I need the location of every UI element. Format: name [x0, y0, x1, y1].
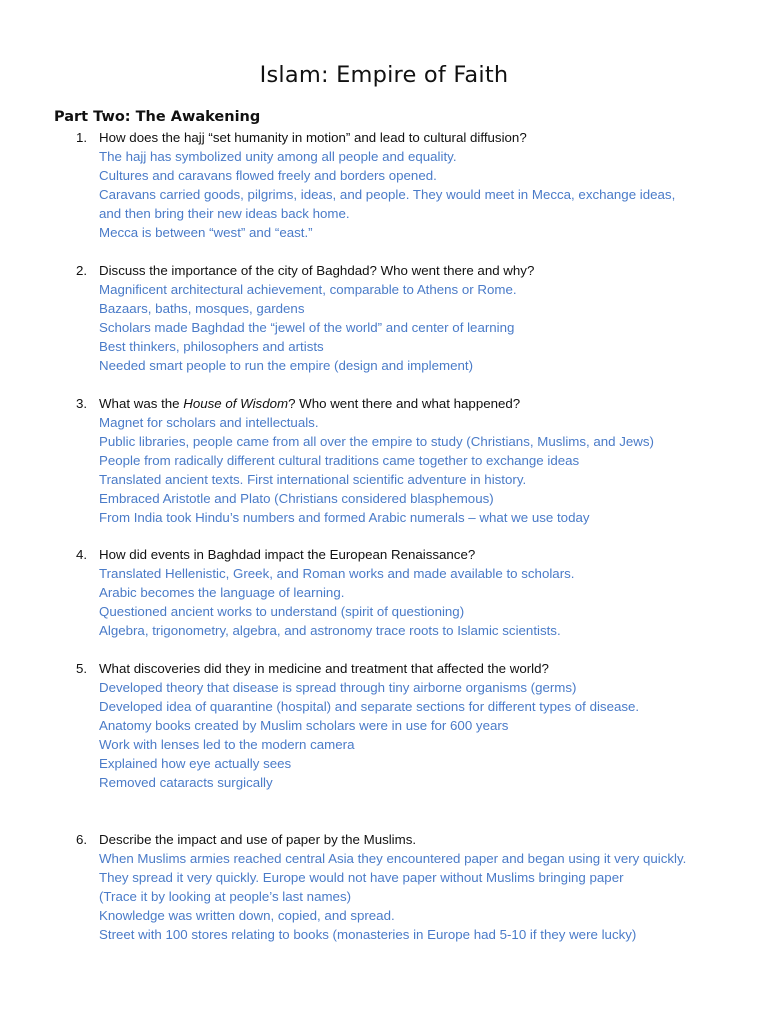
question-text: How did events in Baghdad impact the European Renaissance? — [99, 547, 476, 562]
answer-list — [0, 147, 768, 242]
answer-line: and then bring their new ideas back home. — [99, 206, 350, 221]
answer-line: Translated ancient texts. First international scientific adventure in history. — [99, 472, 527, 487]
answer-line: Best thinkers, philosophers and artists — [99, 339, 324, 354]
question-list — [0, 128, 768, 944]
answer-list — [0, 849, 768, 944]
answer-list — [0, 280, 768, 375]
answer-line: Work with lenses led to the modern camera — [99, 737, 355, 752]
question-number: 4. — [76, 547, 88, 562]
answer-line: Cultures and caravans flowed freely and borders opened. — [99, 168, 437, 183]
answer-line: Mecca is between “west” and “east.” — [99, 225, 313, 240]
answer-line: Explained how eye actually sees — [99, 756, 292, 771]
answer-line: Arabic becomes the language of learning. — [99, 585, 345, 600]
answer-line: Embraced Aristotle and Plato (Christians considered blasphemous) — [99, 491, 494, 506]
answer-line: (Trace it by looking at people’s last names) — [99, 889, 352, 904]
answer-list — [0, 413, 768, 527]
question-6 — [0, 830, 768, 944]
answer-line: Scholars made Baghdad the “jewel of the world” and center of learning — [99, 320, 515, 335]
answer-list — [0, 564, 768, 640]
answer-line: From India took Hindu’s numbers and formed Arabic numerals – what we use today — [99, 510, 590, 525]
question-text-after: ? Who went there and what happened? — [288, 396, 521, 411]
answer-line: Algebra, trigonometry, algebra, and astronomy trace roots to Islamic scientists. — [99, 623, 561, 638]
answer-line: Public libraries, people came from all over the empire to study (Christians, Muslims, and Jews) — [99, 434, 654, 449]
answer-line: Developed theory that disease is spread through tiny airborne organisms (germs) — [99, 680, 577, 695]
answer-line: People from radically different cultural traditions came together to exchange ideas — [99, 453, 580, 468]
answer-line: Street with 100 stores relating to books (monasteries in Europe had 5-10 if they were lucky) — [99, 927, 637, 942]
answer-line: Needed smart people to run the empire (design and implement) — [99, 358, 473, 373]
answer-line: Magnificent architectural achievement, comparable to Athens or Rome. — [99, 282, 517, 297]
answer-line: Bazaars, baths, mosques, gardens — [99, 301, 305, 316]
question-4 — [0, 545, 768, 640]
question-number: 5. — [76, 661, 88, 676]
answer-line: Questioned ancient works to understand (spirit of questioning) — [99, 604, 465, 619]
question-number: 2. — [76, 263, 88, 278]
question-2 — [0, 261, 768, 375]
answer-line: They spread it very quickly. Europe would not have paper without Muslims bringing paper — [99, 870, 624, 885]
answer-line: The hajj has symbolized unity among all people and equality. — [99, 149, 457, 164]
answer-line: Translated Hellenistic, Greek, and Roman works and made available to scholars. — [99, 566, 575, 581]
question-text-italic: House of Wisdom — [183, 396, 289, 411]
question-text: What discoveries did they in medicine and treatment that affected the world? — [99, 661, 549, 676]
answer-line: Removed cataracts surgically — [99, 775, 273, 790]
answer-line: When Muslims armies reached central Asia they encountered paper and began using it very quickly. — [99, 851, 687, 866]
question-number: 6. — [76, 832, 88, 847]
answer-line: Knowledge was written down, copied, and spread. — [99, 908, 395, 923]
question-text: How does the hajj “set humanity in motion” and lead to cultural diffusion? — [99, 130, 527, 145]
answer-line: Developed idea of quarantine (hospital) and separate sections for different types of disease. — [99, 699, 640, 714]
question-text — [99, 394, 768, 413]
question-3 — [0, 394, 768, 527]
question-text-before: What was the — [99, 396, 184, 411]
question-number: 3. — [76, 396, 88, 411]
answer-line: Magnet for scholars and intellectuals. — [99, 415, 319, 430]
question-1 — [0, 128, 768, 242]
question-5 — [0, 659, 768, 792]
question-text: Discuss the importance of the city of Baghdad? Who went there and why? — [99, 263, 535, 278]
answer-line: Caravans carried goods, pilgrims, ideas, and people. They would meet in Mecca, exchange ideas, — [99, 187, 676, 202]
answer-list — [0, 678, 768, 792]
question-text: Describe the impact and use of paper by the Muslims. — [99, 832, 417, 847]
part-heading: Part Two: The Awakening — [54, 109, 261, 125]
answer-line: Anatomy books created by Muslim scholars were in use for 600 years — [99, 718, 509, 733]
question-number: 1. — [76, 130, 88, 145]
page-title: Islam: Empire of Faith — [259, 62, 509, 88]
